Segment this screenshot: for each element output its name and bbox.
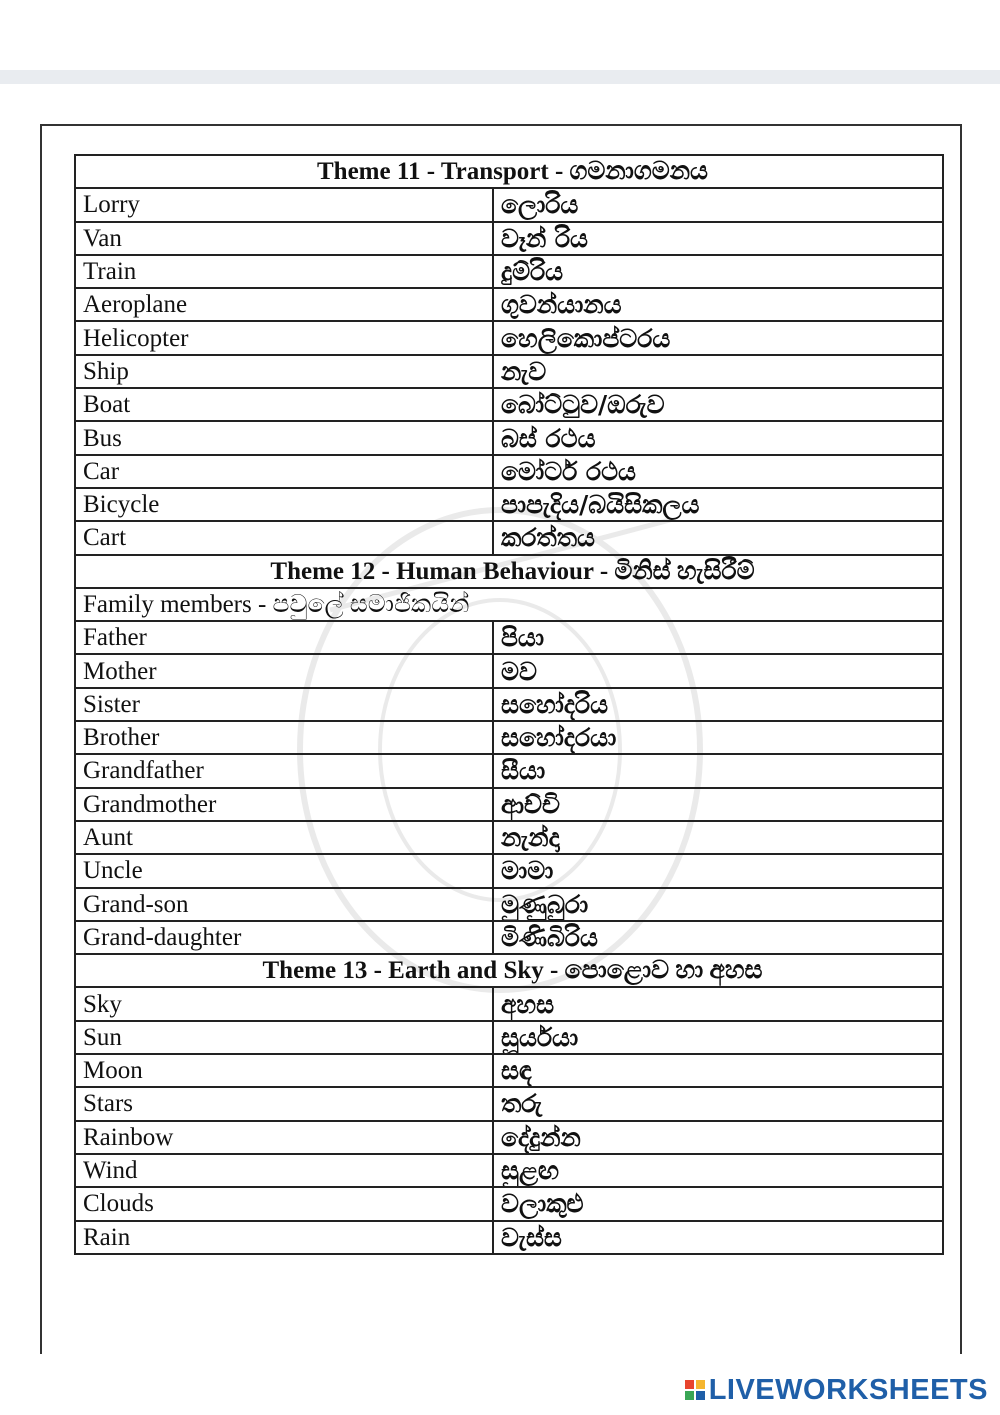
- sinhala-word: ලොරිය: [493, 188, 943, 221]
- table-row: [75, 1087, 943, 1120]
- sinhala-word: සහෝදරයා: [493, 721, 943, 754]
- sinhala-word: සුළඟ: [493, 1154, 943, 1187]
- english-word: Father: [75, 621, 493, 654]
- theme-header-row: [75, 555, 943, 588]
- english-word: Aeroplane: [75, 288, 493, 321]
- sinhala-word: පියා: [493, 621, 943, 654]
- sinhala-word: තරු: [493, 1087, 943, 1120]
- sinhala-word: සූර්යයා: [493, 1021, 943, 1054]
- english-word: Sky: [75, 987, 493, 1020]
- sinhala-word: සඳ: [493, 1054, 943, 1087]
- english-word: Uncle: [75, 854, 493, 887]
- theme-header-row: [75, 155, 943, 188]
- table-row: [75, 754, 943, 787]
- english-word: Grandfather: [75, 754, 493, 787]
- table-row: [75, 222, 943, 255]
- sinhala-word: ගුවන්යානය: [493, 288, 943, 321]
- table-row: [75, 921, 943, 954]
- table-row: [75, 1021, 943, 1054]
- sinhala-word: මෝටර් රථය: [493, 455, 943, 488]
- english-word: Sun: [75, 1021, 493, 1054]
- english-word: Brother: [75, 721, 493, 754]
- table-row: [75, 854, 943, 887]
- english-word: Train: [75, 255, 493, 288]
- table-row: [75, 987, 943, 1020]
- sinhala-word: ආච්චි: [493, 788, 943, 821]
- english-word: Ship: [75, 355, 493, 388]
- table-row: [75, 888, 943, 921]
- english-word: Grand-son: [75, 888, 493, 921]
- logo-text: LIVEWORKSHEETS: [708, 1373, 988, 1406]
- logo-square: [696, 1391, 705, 1400]
- table-row: [75, 355, 943, 388]
- sinhala-word: නැව: [493, 355, 943, 388]
- subheading-row: [75, 588, 943, 621]
- theme-12-title: Theme 12 - Human Behaviour - මිනිස් හැසිරීම්: [75, 555, 943, 588]
- english-word: Aunt: [75, 821, 493, 854]
- english-word: Car: [75, 455, 493, 488]
- family-members-subheading: Family members - පවුලේ සමාජිකයින්: [75, 588, 943, 621]
- english-word: Helicopter: [75, 321, 493, 354]
- english-word: Mother: [75, 654, 493, 687]
- english-word: Rainbow: [75, 1121, 493, 1154]
- table-row: [75, 188, 943, 221]
- table-row: [75, 1054, 943, 1087]
- english-word: Bus: [75, 421, 493, 454]
- logo-square: [685, 1391, 694, 1400]
- english-word: Rain: [75, 1221, 493, 1254]
- english-word: Wind: [75, 1154, 493, 1187]
- liveworksheets-logo-icon: [685, 1380, 705, 1400]
- table-row: [75, 388, 943, 421]
- sinhala-word: දුම්රිය: [493, 255, 943, 288]
- english-word: Grandmother: [75, 788, 493, 821]
- sinhala-word: මව: [493, 654, 943, 687]
- sinhala-word: වෑන් රිය: [493, 222, 943, 255]
- sinhala-word: මිණිබිරිය: [493, 921, 943, 954]
- logo-square: [696, 1380, 705, 1389]
- table-row: [75, 488, 943, 521]
- english-word: Clouds: [75, 1187, 493, 1220]
- table-row: [75, 1221, 943, 1254]
- sinhala-word: කරත්තය: [493, 521, 943, 554]
- english-word: Boat: [75, 388, 493, 421]
- sinhala-word: අහස: [493, 987, 943, 1020]
- sinhala-word: වලාකුළු: [493, 1187, 943, 1220]
- theme-header-row: [75, 954, 943, 987]
- table-row: [75, 288, 943, 321]
- sinhala-word: බෝට්ටුව/ඔරුව: [493, 388, 943, 421]
- table-row: [75, 688, 943, 721]
- sinhala-word: මුණුබුරා: [493, 888, 943, 921]
- table-row: [75, 521, 943, 554]
- table-row: [75, 1187, 943, 1220]
- sinhala-word: දේදුන්න: [493, 1121, 943, 1154]
- english-word: Stars: [75, 1087, 493, 1120]
- table-row: [75, 321, 943, 354]
- english-word: Lorry: [75, 188, 493, 221]
- sinhala-word: පාපැදිය/බයිසිකලය: [493, 488, 943, 521]
- sinhala-word: නැන්දා: [493, 821, 943, 854]
- english-word: Van: [75, 222, 493, 255]
- sinhala-word: සීයා: [493, 754, 943, 787]
- english-word: Cart: [75, 521, 493, 554]
- sinhala-word: මාමා: [493, 854, 943, 887]
- vocabulary-table: [74, 154, 944, 1255]
- sinhala-word: සහෝදරිය: [493, 688, 943, 721]
- table-row: [75, 621, 943, 654]
- table-row: [75, 721, 943, 754]
- table-row: [75, 421, 943, 454]
- table-row: [75, 1121, 943, 1154]
- table-row: [75, 455, 943, 488]
- english-word: Bicycle: [75, 488, 493, 521]
- english-word: Moon: [75, 1054, 493, 1087]
- sinhala-word: හෙලිකොප්ටරය: [493, 321, 943, 354]
- liveworksheets-logo[interactable]: [685, 1375, 988, 1405]
- theme-11-title: Theme 11 - Transport - ගමනාගමනය: [75, 155, 943, 188]
- table-row: [75, 821, 943, 854]
- english-word: Grand-daughter: [75, 921, 493, 954]
- sinhala-word: බස් රථය: [493, 421, 943, 454]
- table-row: [75, 788, 943, 821]
- table-row: [75, 654, 943, 687]
- table-row: [75, 1154, 943, 1187]
- table-row: [75, 255, 943, 288]
- theme-13-title: Theme 13 - Earth and Sky - පොළොව හා අහස: [75, 954, 943, 987]
- english-word: Sister: [75, 688, 493, 721]
- logo-square: [685, 1380, 694, 1389]
- sinhala-word: වැස්ස: [493, 1221, 943, 1254]
- top-band: [0, 70, 1000, 84]
